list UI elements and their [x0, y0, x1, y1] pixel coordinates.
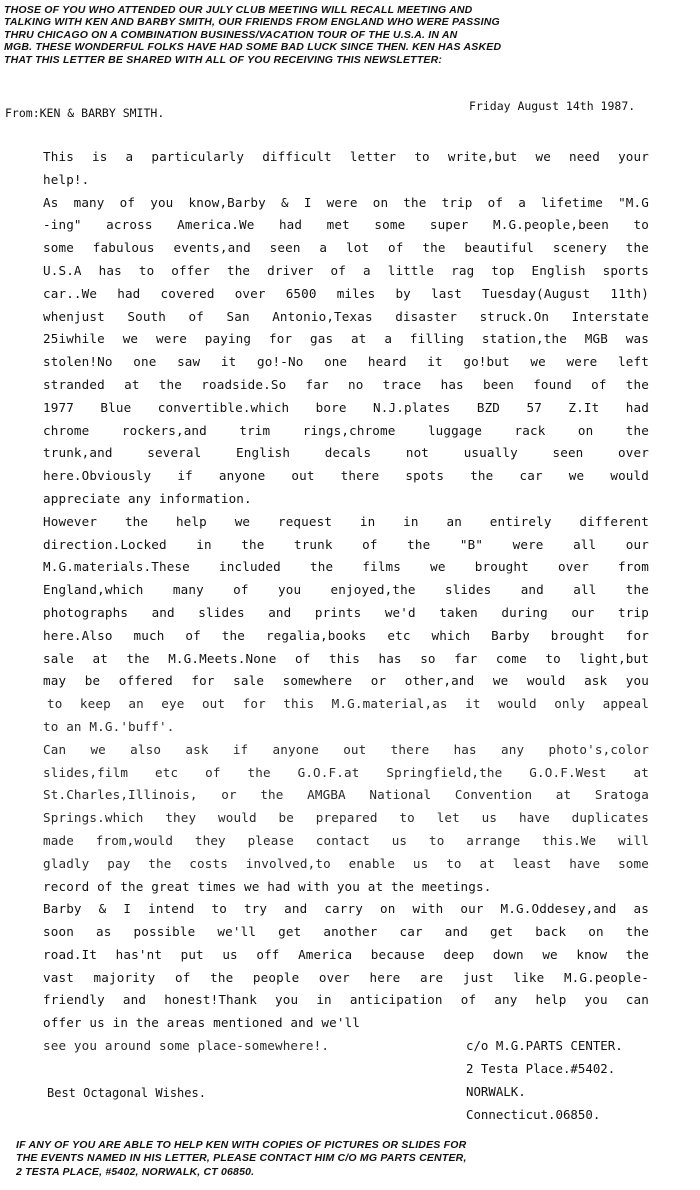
letter-line: friendly and honest!Thank you in anticipation of any help you can: [43, 992, 649, 1008]
letter-line: slides,film etc of the G.O.F.at Springfield,the G.O.F.West at: [43, 764, 649, 780]
letter-line: 25iwhile we were paying for gas at a filling station,the MGB was: [43, 331, 649, 347]
banner-line: TALKING WITH KEN AND BARBY SMITH, OUR FRIENDS FROM ENGLAND WHO WERE PASSING: [4, 16, 500, 29]
letter-line: help!.: [43, 171, 90, 187]
letter-line: stolen!No one saw it go!-No one heard it go!but we were left: [43, 354, 649, 370]
letter-line: whenjust South of San Antonio,Texas disaster struck.On Interstate: [43, 308, 649, 324]
letter-line: Can we also ask if anyone out there has any photo's,color: [43, 741, 649, 757]
letter-line: appreciate any information.: [43, 490, 252, 506]
footer-note: [16, 1139, 696, 1179]
letter-line: soon as possible we'll get another car and get back on the: [43, 924, 649, 940]
letter-line: record of the great times we had with you at the meetings.: [43, 878, 492, 894]
footer-line: IF ANY OF YOU ARE ABLE TO HELP KEN WITH COPIES OF PICTURES OR SLIDES FOR: [16, 1139, 467, 1151]
letter-line: chrome rockers,and trim rings,chrome luggage rack on the: [43, 422, 649, 438]
letter-line: vast majority of the people over here are just like M.G.people-: [43, 969, 649, 985]
letter-from: From:KEN & BARBY SMITH.: [5, 106, 165, 120]
banner-line: THAT THIS LETTER BE SHARED WITH ALL OF YOU RECEIVING THIS NEWSLETTER:: [4, 53, 443, 66]
letter-line: U.S.A has to offer the driver of a little rag top English sports: [43, 262, 649, 278]
letter-line: see you around some place-somewhere!.: [43, 1038, 330, 1054]
banner-line: THRU CHICAGO ON A COMBINATION BUSINESS/VACATION TOUR OF THE U.S.A. IN AN: [4, 28, 458, 41]
intro-banner: [4, 4, 696, 66]
letter-line: trunk,and several English decals not usually seen over: [43, 445, 649, 461]
banner-line: MGB. THESE WONDERFUL FOLKS HAVE HAD SOME BAD LUCK SINCE THEN. KEN HAS ASKED: [4, 41, 502, 54]
address-line: NORWALK.: [466, 1084, 526, 1099]
return-address: [466, 1034, 623, 1126]
letter-line: stranded at the roadside.So far no trace has been found of the: [43, 376, 649, 392]
letter-line: car..We had covered over 6500 miles by last Tuesday(August 11th): [43, 285, 649, 301]
letter-line: As many of you know,Barby & I were on the trip of a lifetime "M.G: [43, 194, 649, 210]
letter-line: M.G.materials.These included the films we brought over from: [43, 559, 649, 575]
letter-line: -ing" across America.We had met some super M.G.people,been to: [43, 217, 649, 233]
letter-line: to an M.G.'buff'.: [43, 718, 175, 734]
address-line: c/o M.G.PARTS CENTER.: [466, 1038, 623, 1053]
letter-line: England,which many of you enjoyed,the slides and all the: [43, 582, 649, 598]
banner-line: THOSE OF YOU WHO ATTENDED OUR JULY CLUB MEETING WILL RECALL MEETING AND: [4, 4, 473, 16]
letter-line: may be offered for sale somewhere or other,and we would ask you: [43, 673, 649, 689]
letter-body: [43, 146, 649, 1058]
letter-line: road.It has'nt put us off America because deep down we know the: [43, 946, 649, 962]
letter-line: offer us in the areas mentioned and we'll: [43, 1015, 361, 1031]
letter-line: to keep an eye out for this M.G.material,as it would only appeal: [47, 696, 649, 712]
letter-line: here.Also much of the regalia,books etc which Barby brought for: [43, 627, 649, 643]
letter-line: Barby & I intend to try and carry on with our M.G.Oddesey,and as: [43, 901, 649, 917]
footer-line: THE EVENTS NAMED IN HIS LETTER, PLEASE CONTACT HIM C/O MG PARTS CENTER,: [16, 1152, 467, 1165]
address-line: 2 Testa Place.#5402.: [466, 1061, 616, 1076]
letter-line: direction.Locked in the trunk of the "B" were all our: [43, 536, 649, 552]
letter-line: photographs and slides and prints we'd taken during our trip: [43, 604, 649, 620]
letter-line: However the help we request in in an entirely different: [43, 513, 649, 529]
letter-line: made from,would they please contact us to arrange this.We will: [43, 832, 649, 848]
footer-line: 2 TESTA PLACE, #5402, NORWALK, CT 06850.: [16, 1165, 255, 1178]
address-line: Connecticut.06850.: [466, 1107, 601, 1122]
letter-line: This is a particularly difficult letter to write,but we need your: [43, 149, 649, 164]
letter-line: sale at the M.G.Meets.None of this has so far come to light,but: [43, 650, 649, 666]
letter-line: here.Obviously if anyone out there spots the car we would: [43, 468, 649, 484]
letter-closing: Best Octagonal Wishes.: [47, 1086, 206, 1100]
letter-line: Springs.which they would be prepared to let us have duplicates: [43, 810, 649, 826]
letter-line: 1977 Blue convertible.which bore N.J.plates BZD 57 Z.It had: [43, 399, 649, 415]
letter-date: Friday August 14th 1987.: [469, 99, 636, 113]
letter-line: St.Charles,Illinois, or the AMGBA National Convention at Sratoga: [43, 787, 649, 803]
letter-line: some fabulous events,and seen a lot of the beautiful scenery the: [43, 240, 649, 256]
letter-line: gladly pay the costs involved,to enable us to at least have some: [43, 855, 649, 871]
